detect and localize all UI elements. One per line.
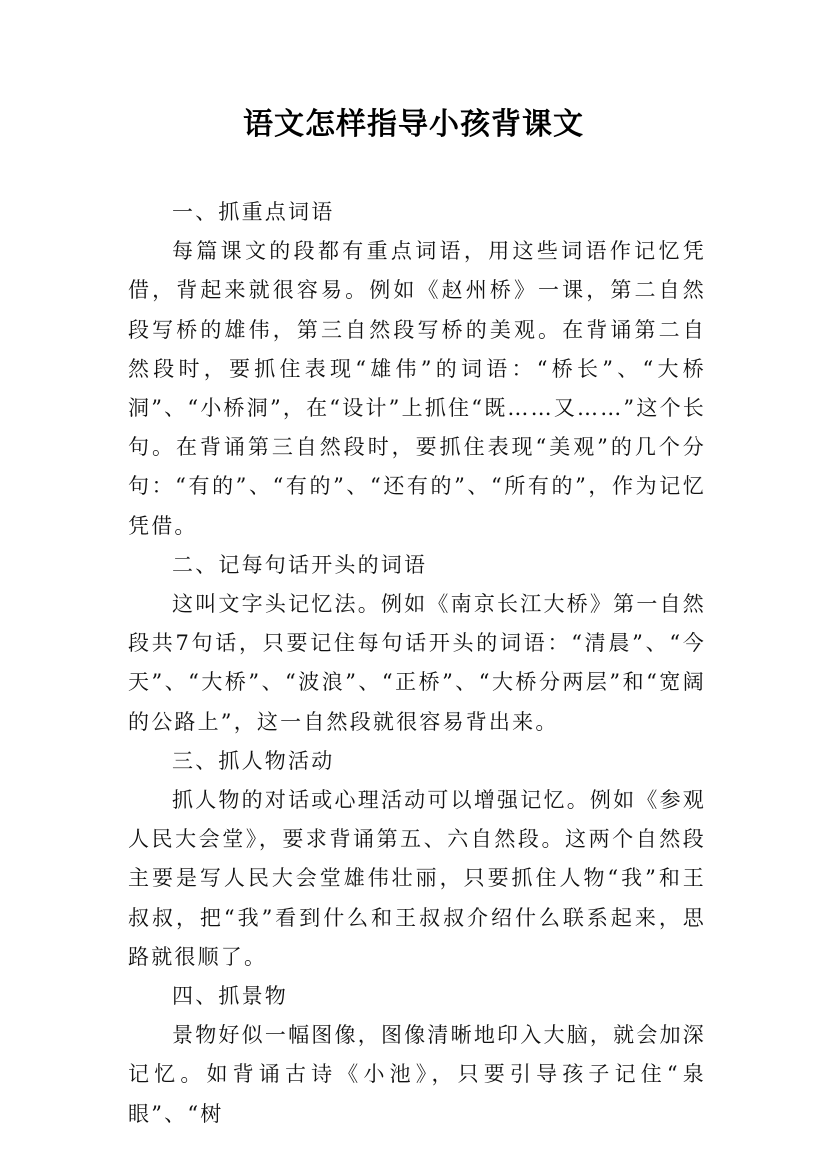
document-title: 语文怎样指导小孩背课文: [243, 107, 584, 142]
section-heading-4: 四、抓景物: [172, 984, 288, 1009]
section-paragraph-2: 这叫文字头记忆法。例如《南京长江大桥》第一自然段共7句话，只要记住每句话开头的词语：“清晨”、“今天”、“大桥”、“波浪”、“正桥”、“大桥分两层”和“宽阔的公路上”，这一自然段就很容易背出来。: [128, 592, 706, 734]
section-heading-1: 一、抓重点词语: [172, 200, 335, 224]
section-heading-2: 二、记每句话开头的词语: [172, 552, 428, 577]
document-body: [128, 193, 706, 1134]
section-heading-3: 三、抓人物活动: [172, 748, 335, 773]
section-paragraph-1: 每篇课文的段都有重点词语，用这些词语作记忆凭借，背起来就很容易。例如《赵州桥》一课，第二自然段写桥的雄伟，第三自然段写桥的美观。在背诵第二自然段时，要抓住表现“雄伟”的词语：“桥长”、“大桥洞”、“小桥洞”，在“设计”上抓住“既……又……”这个长句。在背诵第三自然段时，要抓住表现“美观”的几个分句：“有的”、“有的”、“还有的”、“所有的”，作为记忆凭借。: [128, 239, 706, 538]
section-paragraph-4: 景物好似一幅图像，图像清晰地印入大脑，就会加深记忆。如背诵古诗《小池》，只要引导孩子记住“泉眼”、“树: [128, 1023, 706, 1126]
section-paragraph-3: 抓人物的对话或心理活动可以增强记忆。例如《参观人民大会堂》，要求背诵第五、六自然段。这两个自然段主要是写人民大会堂雄伟壮丽，只要抓住人物“我”和王叔叔，把“我”看到什么和王叔叔介绍什么联系起来，思路就很顺了。: [128, 788, 706, 969]
